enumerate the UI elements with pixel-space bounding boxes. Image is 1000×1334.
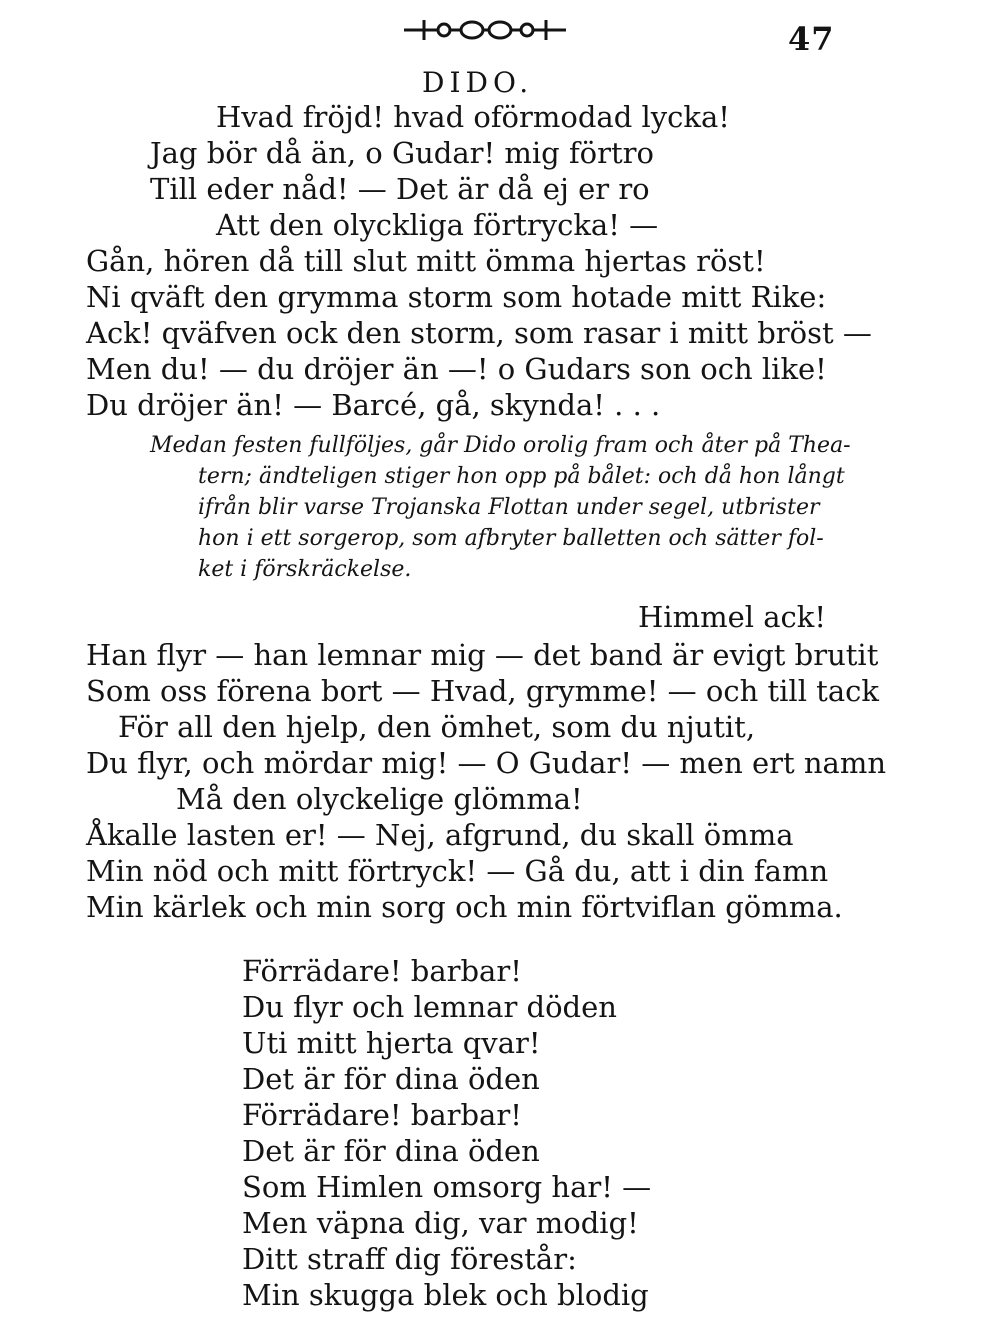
verse-line: Min nöd och mitt förtryck! — Gå du, att i din famn	[86, 854, 829, 888]
exclamation-line: Himmel ack!	[638, 600, 826, 634]
stage-direction-line: ket i förskräckelse.	[198, 557, 412, 582]
verse-line: Ni qväft den grymma storm som hotade mitt Rike:	[86, 280, 827, 314]
ornament-divider	[400, 14, 570, 44]
verse-line: För all den hjelp, den ömhet, som du njutit,	[118, 710, 756, 744]
verse-line: Uti mitt hjerta qvar!	[242, 1026, 541, 1060]
verse-line: Men du! — du dröjer än —! o Gudars son och like!	[86, 352, 827, 386]
verse-line: Det är för dina öden	[242, 1062, 540, 1096]
verse-line: Som Himlen omsorg har! —	[242, 1170, 652, 1204]
verse-line: Du dröjer än! — Barcé, gå, skynda! . . .	[86, 388, 661, 422]
verse-line: Hvad fröjd! hvad oförmodad lycka!	[216, 100, 730, 134]
verse-line: Åkalle lasten er! — Nej, afgrund, du skall ömma	[86, 818, 794, 852]
verse-line: Må den olyckelige glömma!	[176, 782, 583, 816]
speaker-heading: DIDO.	[422, 66, 534, 99]
verse-line: Ack! qväfven ock den storm, som rasar i mitt bröst —	[86, 316, 872, 350]
page-number: 47	[788, 20, 835, 58]
stage-direction-line: ifrån blir varse Trojanska Flottan under segel, utbrister	[198, 495, 820, 520]
verse-line: Ditt straff dig förestår:	[242, 1242, 577, 1276]
verse-line: Att den olyckliga förtrycka! —	[216, 208, 659, 242]
verse-line: Förrädare! barbar!	[242, 1098, 522, 1132]
verse-line: Du flyr, och mördar mig! — O Gudar! — men ert namn	[86, 746, 887, 780]
verse-line: Du flyr och lemnar döden	[242, 990, 617, 1024]
verse-line: Förrädare! barbar!	[242, 954, 522, 988]
verse-line: Gån, hören då till slut mitt ömma hjertas röst!	[86, 244, 766, 278]
verse-line: Som oss förena bort — Hvad, grymme! — och till tack	[86, 674, 879, 708]
verse-line: Han flyr — han lemnar mig — det band är evigt brutit	[86, 638, 879, 672]
verse-line: Men väpna dig, var modig!	[242, 1206, 639, 1240]
verse-line: Min kärlek och min sorg och min förtviflan gömma.	[86, 890, 843, 924]
verse-line: Min skugga blek och blodig	[242, 1278, 649, 1312]
verse-line: Jag bör då än, o Gudar! mig förtro	[150, 136, 654, 170]
stage-direction	[150, 430, 920, 585]
verse-line: Till eder nåd! — Det är då ej er ro	[150, 172, 650, 206]
verse-line: Det är för dina öden	[242, 1134, 540, 1168]
stage-direction-line: hon i ett sorgerop, som afbryter balletten och sätter fol-	[198, 526, 824, 551]
stage-direction-line: Medan festen fullföljes, går Dido orolig fram och åter på Thea-	[150, 433, 851, 458]
stage-direction-line: tern; ändteligen stiger hon opp på bålet: och då hon långt	[198, 464, 845, 489]
